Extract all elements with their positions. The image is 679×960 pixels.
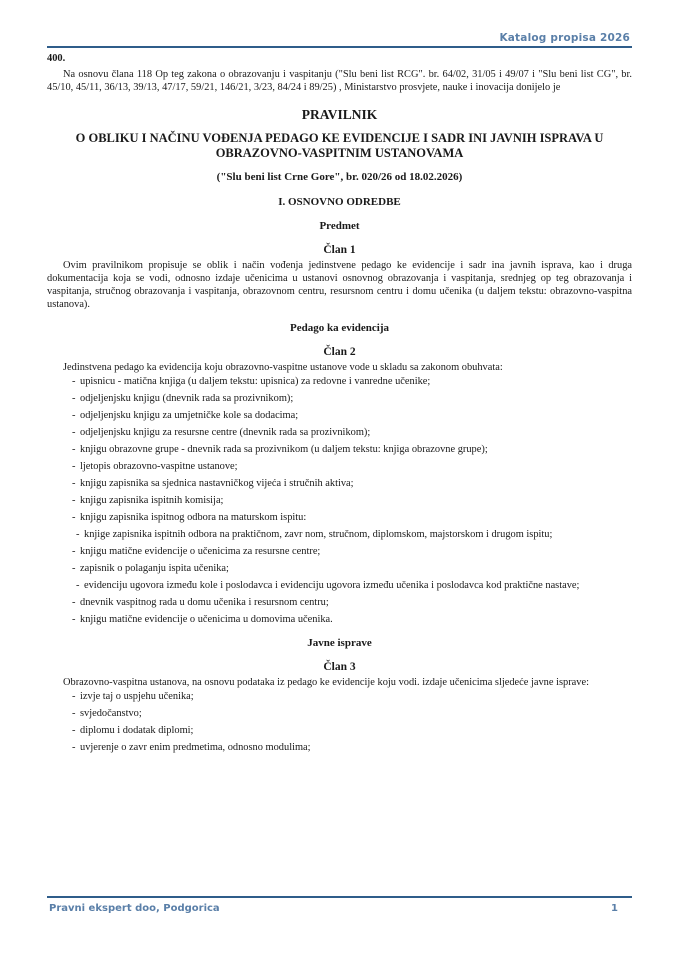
list-item: - odjeljenjsku knjigu za resursne centre (dnevnik rada sa prozivnikom);	[72, 426, 632, 439]
list-item: - ljetopis obrazovno-vaspitne ustanove;	[72, 460, 632, 473]
section-heading-predmet: Predmet	[319, 220, 360, 232]
article-heading-3: Član 3	[323, 661, 356, 673]
article-heading-1: Član 1	[323, 244, 356, 256]
part-heading: I. OSNOVNO ODREDBE	[278, 196, 401, 208]
publisher-name: Pravni ekspert doo, Podgorica	[49, 903, 220, 914]
list-item: - knjigu zapisnika sa sjednica nastavničkog vijeća i stručnih aktiva;	[72, 477, 632, 490]
preamble: Na osnovu člana 118 Op teg zakona o obrazovanju i vaspitanju ("Slu beni list RCG". br. 64/02, 31/05 i 49/07 i "Slu beni list CG", br. 45/10, 45/11, 36/13, 39/13, 47/17, 59/21, 146/21, 3/23, 84/24 i 89/25) , Ministarstvo prosvjete, nauke i inovacija donijelo je	[47, 69, 632, 93]
regulation-number: 400.	[47, 53, 66, 64]
page-header	[47, 30, 632, 48]
article-2-list	[47, 375, 632, 626]
list-item: - evidenciju ugovora između kole i poslodavca i evidenciju ugovora između učenika i poslodavca kod praktične nastave;	[76, 579, 632, 592]
document-body	[47, 52, 632, 758]
article-2-intro: Jedinstvena pedago ka evidencija koju obrazovno-vaspitne ustanove vode u skladu sa zakonom obuhvata:	[63, 362, 503, 373]
catalog-title: Katalog propisa 2026	[499, 32, 630, 44]
article-3-list	[47, 690, 632, 754]
page-footer	[47, 896, 632, 916]
page-number: 1	[611, 903, 618, 914]
document-subtitle: O OBLIKU I NAČINU VOĐENJA PEDAGO KE EVIDENCIJE I SADR INI JAVNIH ISPRAVA U OBRAZOVNO-VASPITNIM USTANOVAMA	[75, 131, 604, 160]
list-item: - dnevnik vaspitnog rada u domu učenika i resursnom centru;	[72, 596, 632, 609]
list-item: - zapisnik o polaganju ispita učenika;	[72, 562, 632, 575]
list-item: - svjedočanstvo;	[72, 707, 632, 720]
list-item: - odjeljenjsku knjigu za umjetničke kole sa dodacima;	[72, 409, 632, 422]
article-heading-2: Član 2	[323, 346, 356, 358]
article-3-intro: Obrazovno-vaspitna ustanova, na osnovu podataka iz pedago ke evidencije koju vodi. izdaje učenicima sljedeće javne isprave:	[63, 677, 589, 688]
gazette-reference: ("Slu beni list Crne Gore", br. 020/26 od 18.02.2026)	[216, 171, 463, 183]
list-item: - odjeljenjsku knjigu (dnevnik rada sa prozivnikom);	[72, 392, 632, 405]
list-item: - izvje taj o uspjehu učenika;	[72, 690, 632, 703]
list-item: - uvjerenje o zavr enim predmetima, odnosno modulima;	[72, 741, 632, 754]
list-item: - upisnicu - matična knjiga (u daljem tekstu: upisnica) za redovne i vanredne učenike;	[72, 375, 632, 388]
document-title: PRAVILNIK	[301, 107, 378, 122]
list-item: - knjigu zapisnika ispitnog odbora na maturskom ispitu:	[72, 511, 632, 524]
list-item: - knjigu obrazovne grupe - dnevnik rada sa prozivnikom (u daljem tekstu: knjiga obrazovne grupe);	[72, 443, 632, 456]
list-item: - diplomu i dodatak diplomi;	[72, 724, 632, 737]
section-heading-evidencija: Pedago ka evidencija	[290, 322, 389, 334]
list-item: - knjigu matične evidencije o učenicima za resursne centre;	[72, 545, 632, 558]
list-item: - knjigu zapisnika ispitnih komisija;	[72, 494, 632, 507]
list-item: - knjige zapisnika ispitnih odbora na praktičnom, zavr nom, stručnom, diplomskom, majstorskom i drugom ispitu;	[76, 528, 632, 541]
list-item: - knjigu matične evidencije o učenicima u domovima učenika.	[72, 613, 632, 626]
section-heading-isprave: Javne isprave	[307, 637, 372, 649]
article-1-text: Ovim pravilnikom propisuje se oblik i način vođenja jedinstvene pedago ke evidencije i sadr ina javnih isprava, kao i druga dokumentacija koja se vodi, odnosno izdaje učenicima u ustanovi osnovnog obrazovanja i vaspitanja, srednjeg op teg obrazovanja i vaspitanja, stručnog obrazovanja i vaspitanja, obrazovnom centru, resursnom centru i domu učenika (u daljem tekstu: obrazovno-vaspitna ustanova).	[47, 260, 632, 310]
